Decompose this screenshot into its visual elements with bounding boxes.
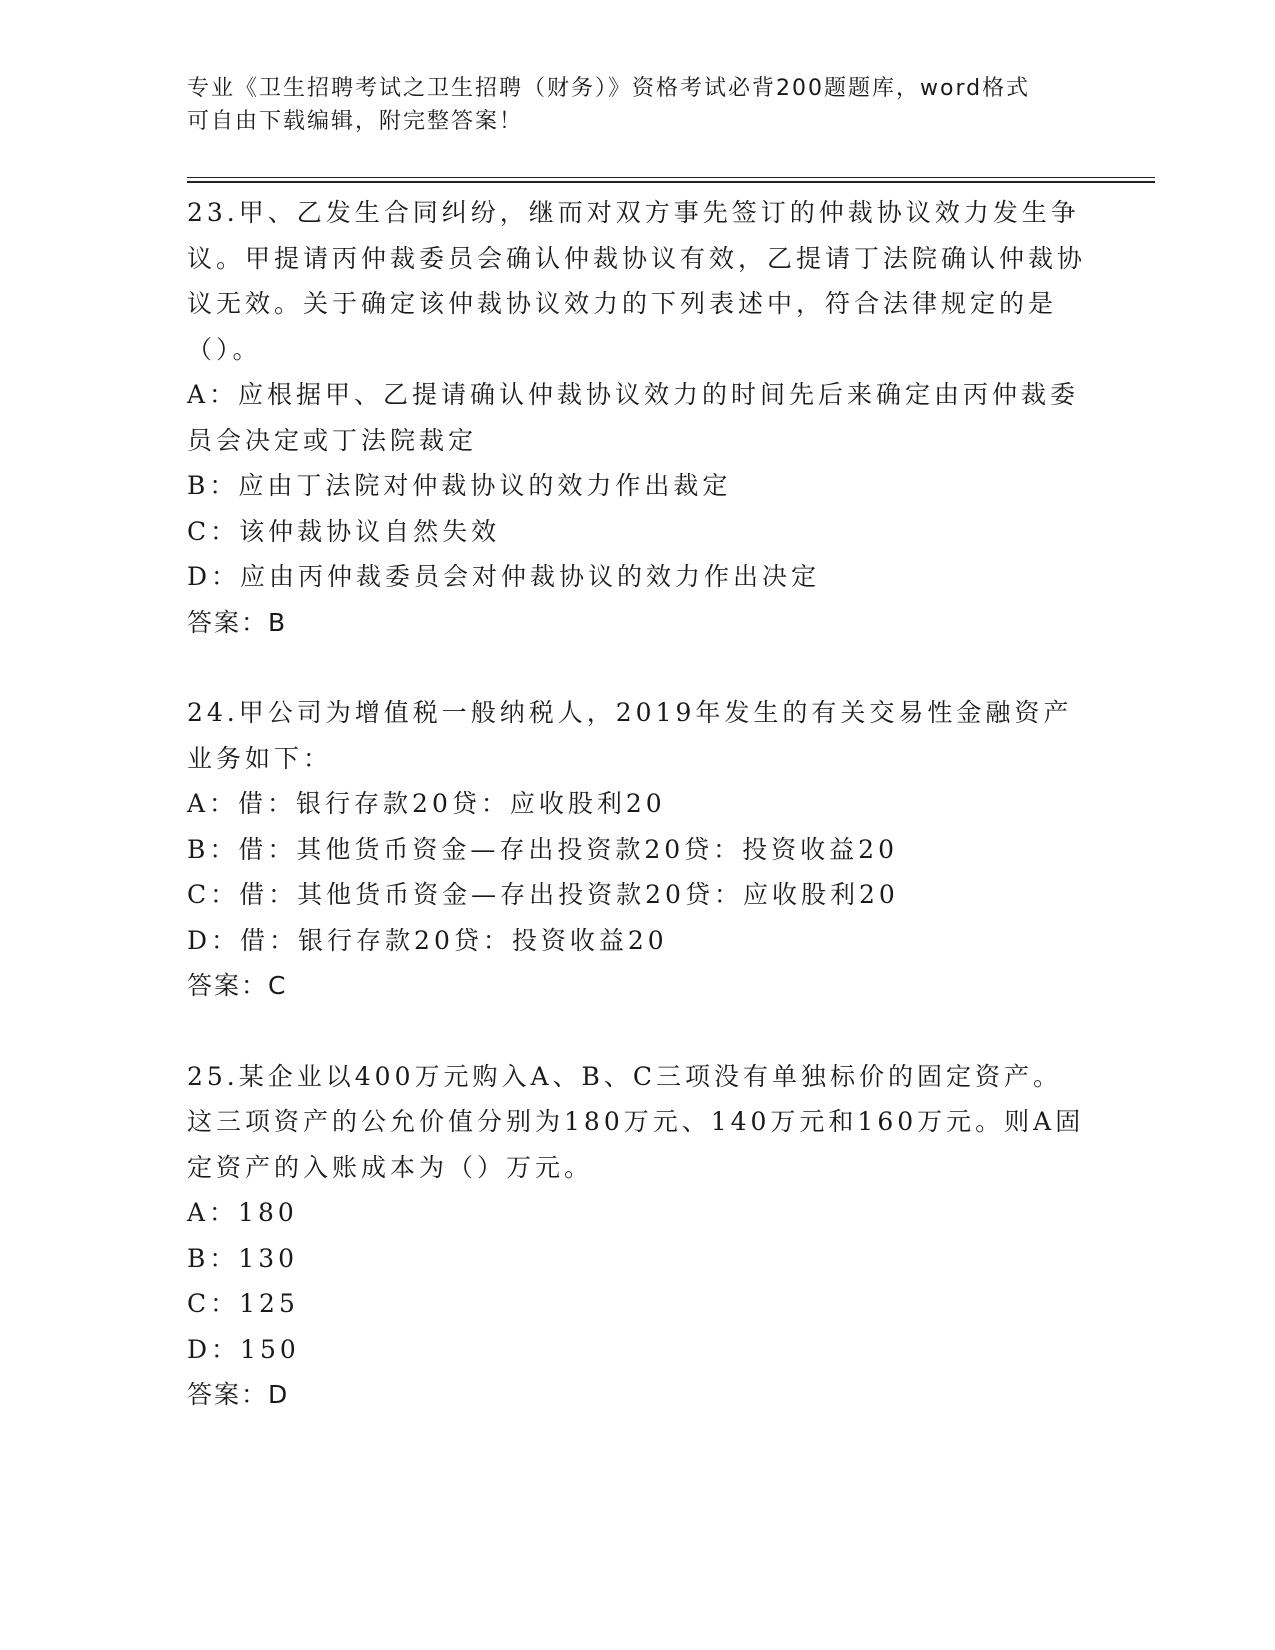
answer-line: 答案：D	[187, 1380, 290, 1409]
document-header	[187, 72, 1067, 138]
header-divider-thin	[187, 177, 1155, 178]
question-stem: 23.甲、乙发生合同纠纷，继而对双方事先签订的仲裁协议效力发生争议。甲提请丙仲裁委员会确认仲裁协议有效，乙提请丁法院确认仲裁协议无效。关于确定该仲裁协议效力的下列表述中，符合法律规定的是（）。	[187, 198, 1087, 364]
option-d: D：150	[187, 1334, 300, 1364]
option-d: D：应由丙仲裁委员会对仲裁协议的效力作出决定	[187, 562, 821, 591]
option-c: C：该仲裁协议自然失效	[187, 516, 501, 546]
header-divider-thick	[187, 181, 1155, 183]
option-b: B：应由丁法院对仲裁协议的效力作出裁定	[187, 471, 732, 500]
header-title-line-2: 可自由下载编辑，附完整答案！	[187, 109, 524, 134]
question-23	[187, 190, 1087, 645]
option-a: A：180	[187, 1198, 298, 1227]
question-list	[187, 190, 1087, 1463]
header-title-line-1: 专业《卫生招聘考试之卫生招聘（财务）》资格考试必背200题题库，word格式	[187, 76, 1031, 101]
option-b: B：借：其他货币资金—存出投资款20贷：投资收益20	[187, 834, 898, 864]
option-c: C：借：其他货币资金—存出投资款20贷：应收股利20	[187, 880, 899, 909]
question-stem: 25.某企业以400万元购入A、B、C三项没有单独标价的固定资产。这三项资产的公允价值分别为180万元、140万元和160万元。则A固定资产的入账成本为（）万元。	[187, 1061, 1085, 1182]
answer-line: 答案：B	[187, 607, 288, 637]
question-25	[187, 1054, 1087, 1418]
option-c: C：125	[187, 1289, 299, 1318]
option-a: A：应根据甲、乙提请确认仲裁协议效力的时间先后来确定由丙仲裁委员会决定或丁法院裁定	[187, 380, 1080, 455]
answer-line: 答案：C	[187, 971, 288, 1000]
option-d: D：借：银行存款20贷：投资收益20	[187, 925, 668, 955]
question-stem: 24.甲公司为增值税一般纳税人，2019年发生的有关交易性金融资产业务如下：	[187, 698, 1073, 773]
option-b: B：130	[187, 1243, 299, 1273]
option-a: A：借：银行存款20贷：应收股利20	[187, 789, 666, 818]
question-24	[187, 690, 1087, 1009]
